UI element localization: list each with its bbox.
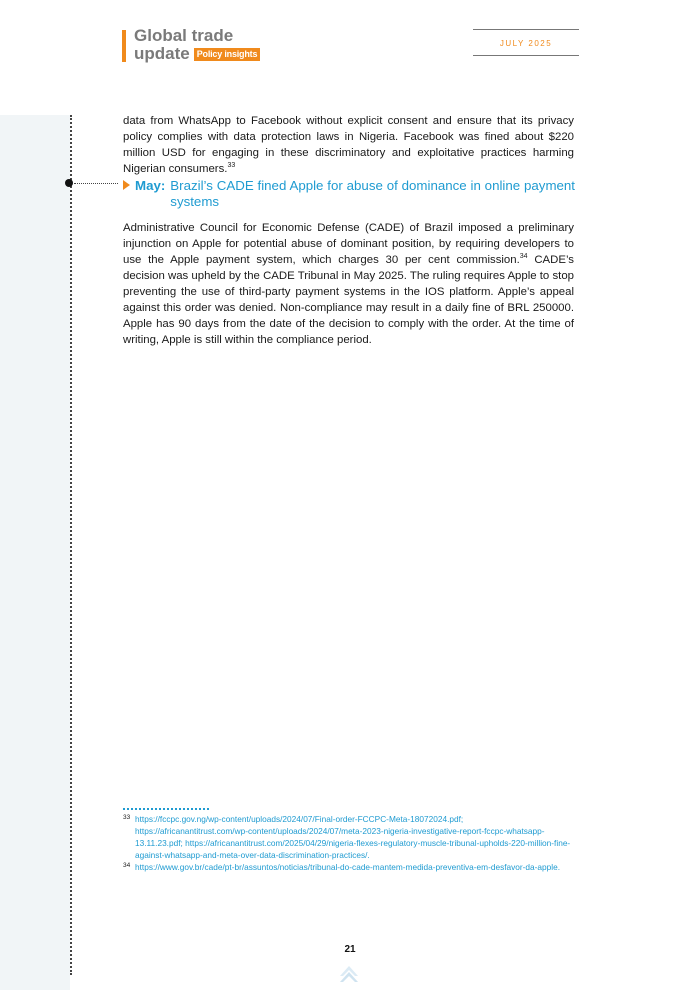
section-paragraph-part2: CADE’s decision was upheld by the CADE Tribunal in May 2025. The ruling requires Apple to stop preventing the use of third-party payment systems in the IOS platform. Apple’s appeal against this order was denied. Non-compliance may result in a daily fine of BRL 250000. Apple has 90 days from the date of the decision to comply with the order. At the time of writing, Apple is still within the compliance period.	[123, 254, 574, 346]
triangle-right-icon	[123, 180, 130, 190]
footnote-33	[123, 813, 573, 861]
footnote-link[interactable]: https://fccpc.gov.ng/wp-content/uploads/2024/07/Final-order-FCCPC-Meta-18072024.pdf; https://africanantitrust.com/wp-content/uploads/2024/07/meta-2023-nigeria-investigative-report-fccpc-whatsapp-13.11.23.pdf; https://africanantitrust.com/2025/04/29/nigeria-flexes-regulatory-muscle-tribunal-upholds-220-million-fine-against-whatsapp-and-meta-over-data-discrimination-practices/.	[135, 814, 571, 860]
footnote-divider	[123, 808, 209, 810]
chevron-up-icon[interactable]	[338, 964, 360, 984]
policy-insights-tag: Policy insights	[194, 48, 261, 61]
section-paragraph	[123, 220, 574, 348]
section-title: Brazil’s CADE fined Apple for abuse of dominance in online payment systems	[170, 178, 575, 209]
footnote-number: 34	[123, 862, 131, 869]
section-month: May:	[135, 178, 166, 193]
section-marker-dot	[65, 179, 73, 187]
publication-title-line2: update	[134, 44, 190, 63]
date-bottom-rule	[473, 55, 579, 56]
footnotes	[123, 813, 573, 873]
section-heading	[135, 178, 575, 210]
footnote-ref-33[interactable]: 33	[227, 162, 236, 170]
margin-dotted-line	[70, 115, 72, 975]
section-marker-line	[74, 183, 118, 184]
left-margin-panel	[0, 115, 70, 990]
issue-date: JULY 2025	[499, 39, 553, 48]
header-accent-bar	[122, 30, 126, 62]
footnote-ref-34[interactable]: 34	[519, 253, 528, 261]
publication-title-line1: Global trade	[134, 26, 234, 45]
intro-paragraph-text: data from WhatsApp to Facebook without explicit consent and ensure that its privacy policy complies with data protection laws in Nigeria. Facebook was fined about $220 million USD for engaging in these discriminatory and exploitative practices harming Nigerian consumers.	[123, 115, 574, 175]
date-top-rule	[473, 29, 579, 30]
footnote-number: 33	[123, 814, 131, 821]
publication-title	[134, 27, 260, 63]
intro-paragraph	[123, 113, 574, 177]
section-paragraph-part1: Administrative Council for Economic Defense (CADE) of Brazil imposed a preliminary injunction on Apple for potential abuse of dominant position, by requiring developers to use the Apple payment system, which charges 30 per cent commission.	[123, 222, 574, 266]
footnote-link[interactable]: https://www.gov.br/cade/pt-br/assuntos/noticias/tribunal-do-cade-mantem-medida-preventiva-em-desfavor-da-apple.	[135, 862, 561, 872]
page-number: 21	[344, 944, 356, 955]
footnote-34	[123, 861, 573, 873]
